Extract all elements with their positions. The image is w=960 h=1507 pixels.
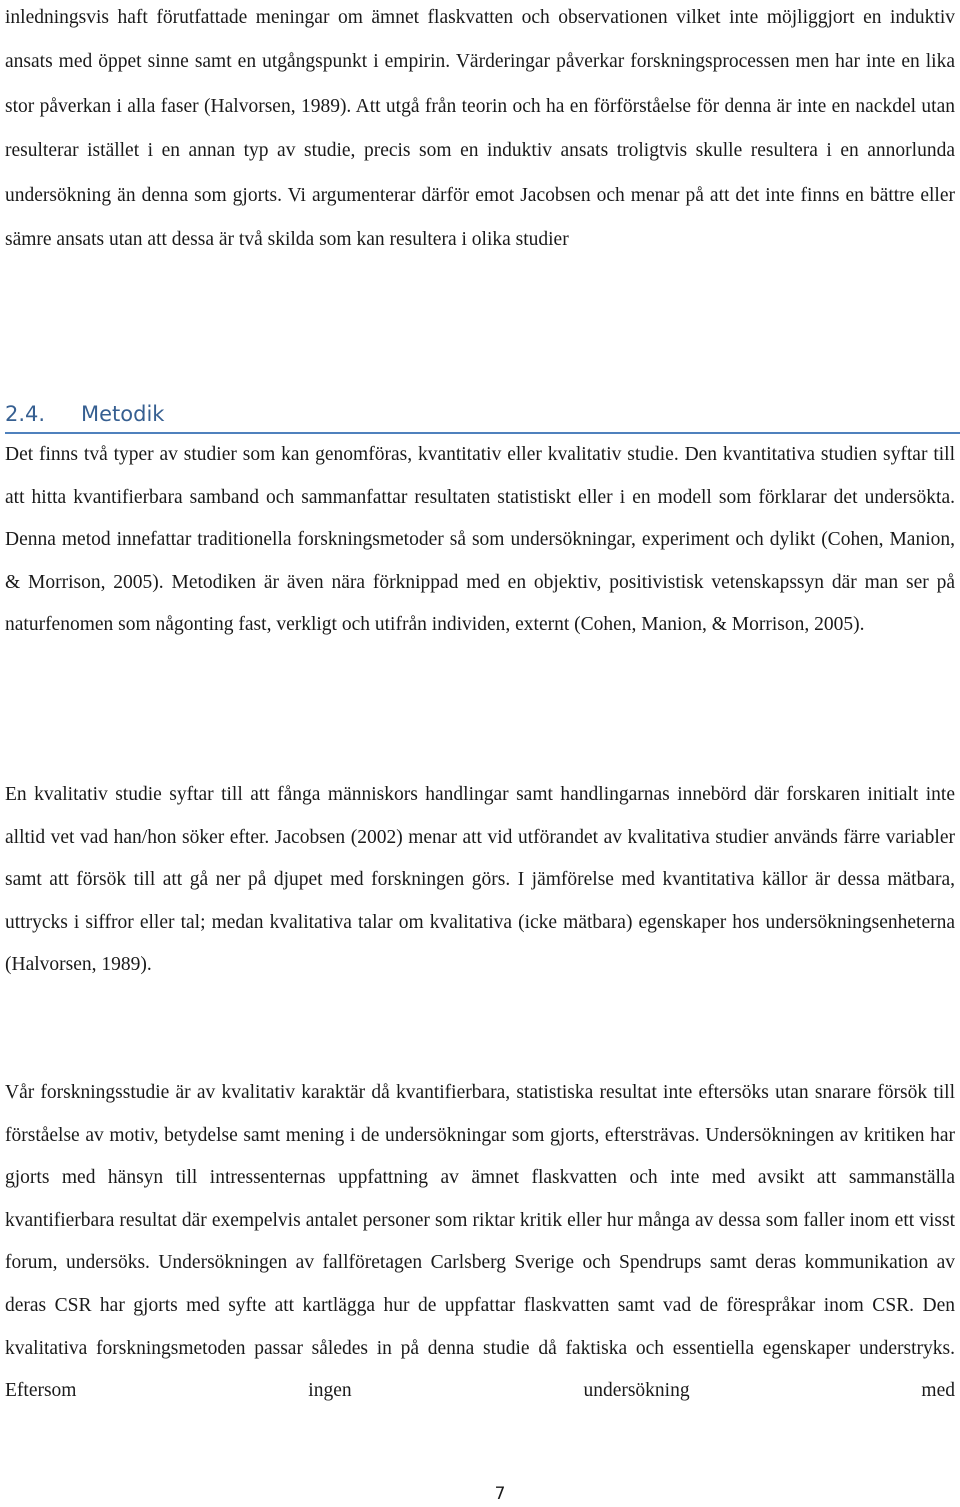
body-paragraph: Det finns två typer av studier som kan genomföras, kvantitativ eller kvalitativ studie. Den kvantitativa studien syftar till att hitta kvantifierbara samband och sammanfattar resultaten statistiskt eller i en modell som förklarar det undersökta. Denna metod innefattar traditionella forskningsmetoder så som undersökningar, experiment och dylikt (Cohen, Manion, & Morrison, 2005). Metodiken är även nära förknippad med en objektiv, positivistisk vetenskapssyn där man ser på naturfenomen som någonting fast, verkligt och utifrån individen, externt (Cohen, Manion, & Morrison, 2005). — [5, 444, 955, 636]
section-title: Metodik — [81, 402, 165, 426]
body-paragraph: En kvalitativ studie syftar till att fånga människors handlingar samt handlingarnas innebörd där forskaren initialt inte alltid vet vad han/hon söker efter. Jacobsen (2002) menar att vid utförandet av kvalitativa studier används färre variabler samt att försök till att gå ner på djupet med forskningen görs. I jämförelse med kvantitativa källor är dessa mätbara, uttrycks i siffror eller tal; medan kvalitativa talar om kvalitativa (icke mätbara) egenskaper hos undersökningsenheterna (Halvorsen, 1989). — [5, 784, 955, 976]
section-heading — [5, 398, 960, 434]
section-number: 2.4. — [5, 402, 46, 426]
intro-paragraph: inledningsvis haft förutfattade meningar om ämnet flaskvatten och observationen vilket inte möjliggjort en induktiv ansats med öppet sinne samt en utgångspunkt i empirin. Värderingar påverkar forskningsprocessen men har inte en lika stor påverkan i alla faser (Halvorsen, 1989). Att utgå från teorin och ha en förförståelse för denna är inte en nackdel utan resulterar istället i en annan typ av studie, precis som en induktiv ansats troligtvis skulle resultera i en annorlunda undersökning än denna som gjorts. Vi argumenterar därför emot Jacobsen och menar på att det inte finns en bättre eller sämre ansats utan att dessa är två skilda som kan resultera i olika studier — [5, 7, 955, 251]
body-paragraph: Vår forskningsstudie är av kvalitativ karaktär då kvantifierbara, statistiska resultat inte eftersöks utan snarare försök till förståelse av motiv, betydelse samt mening i de undersökningar som gjorts, eftersträvas. Undersökningen av kritiken har gjorts med hänsyn till intressenternas uppfattning av ämnet flaskvatten och inte med avsikt att sammanställa kvantifierbara resultat där exempelvis antalet personer som riktar kritik eller hur många av dessa som faller inom ett visst forum, undersöks. Undersökningen av fallföretagen Carlsberg Sverige och Spendrups samt deras kommunikation av deras CSR har gjorts med syfte att kartlägga hur de uppfattar flaskvatten samt vad de förespråkar inom CSR. Den kvalitativa forskningsmetoden passar således in på denna studie då faktiska och essentiella egenskaper understryks. Eftersom ingen undersökning med — [5, 1082, 955, 1402]
page-number: 7 — [494, 1484, 506, 1504]
